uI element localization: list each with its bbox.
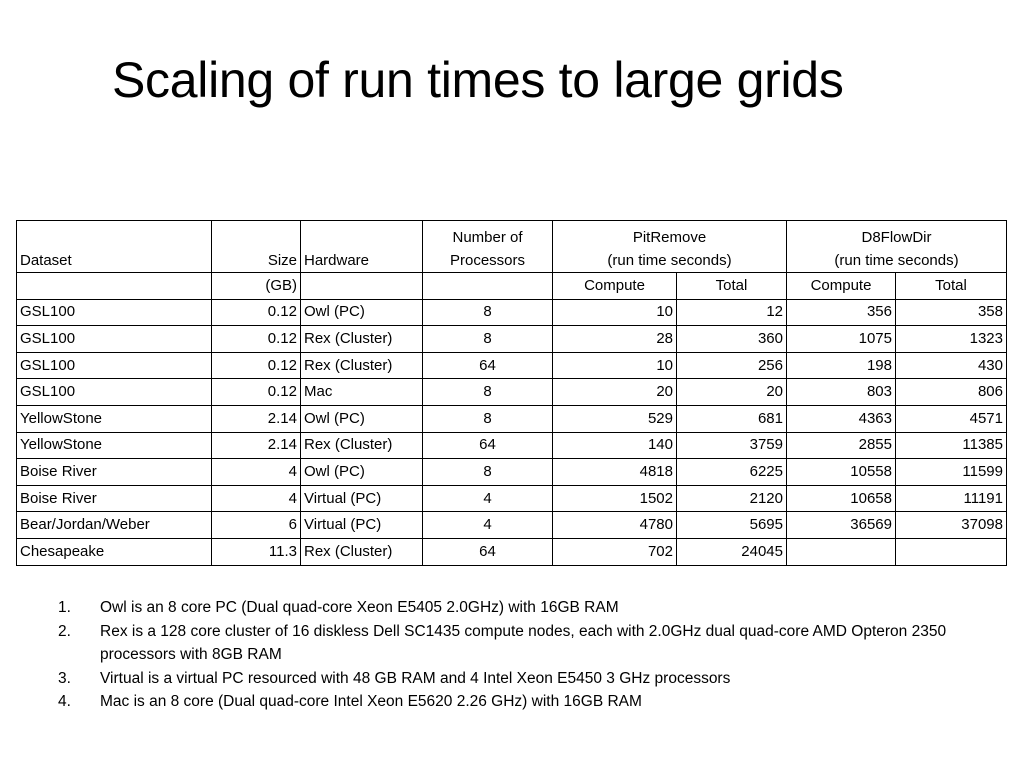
cell-d8flowdir-compute: 10558 (787, 459, 896, 486)
cell-dataset: GSL100 (17, 299, 212, 326)
cell-pitremove-total: 5695 (677, 512, 787, 539)
cell-d8flowdir-compute: 198 (787, 352, 896, 379)
cell-size: 0.12 (212, 379, 301, 406)
table-row (17, 405, 1007, 432)
cell-pitremove-compute: 20 (553, 379, 677, 406)
footnote-number: 2. (58, 622, 71, 640)
cell-d8flowdir-compute: 10658 (787, 485, 896, 512)
cell-pitremove-total: 2120 (677, 485, 787, 512)
table-row (17, 379, 1007, 406)
footnote-item (58, 690, 988, 714)
footnote-number: 1. (58, 599, 71, 616)
cell-d8flowdir-compute: 4363 (787, 405, 896, 432)
cell-dataset: YellowStone (17, 405, 212, 432)
cell-size: 0.12 (212, 352, 301, 379)
cell-size: 2.14 (212, 432, 301, 459)
cell-processors: 4 (423, 512, 553, 539)
cell-size: 2.14 (212, 405, 301, 432)
cell-dataset: YellowStone (17, 432, 212, 459)
cell-d8flowdir-total: 806 (896, 379, 1007, 406)
cell-pitremove-total: 3759 (677, 432, 787, 459)
cell-hardware: Owl (PC) (301, 299, 423, 326)
footnote-number: 3. (58, 669, 71, 687)
cell-d8flowdir-total: 430 (896, 352, 1007, 379)
header-pitremove (553, 221, 787, 273)
cell-d8flowdir-compute: 2855 (787, 432, 896, 459)
table-row (17, 352, 1007, 379)
cell-processors: 8 (423, 299, 553, 326)
footnote-text: Owl is an 8 core PC (Dual quad-core Xeon E5405 2.0GHz) with 16GB RAM (100, 599, 619, 616)
cell-processors: 64 (423, 432, 553, 459)
footnote-list (58, 596, 988, 714)
cell-dataset: Boise River (17, 459, 212, 486)
header-sub-empty-dataset (17, 273, 212, 300)
cell-dataset: Bear/Jordan/Weber (17, 512, 212, 539)
cell-pitremove-total: 6225 (677, 459, 787, 486)
cell-size: 4 (212, 459, 301, 486)
table-row (17, 432, 1007, 459)
header-row-sub (17, 273, 1007, 300)
cell-hardware: Rex (Cluster) (301, 326, 423, 353)
run-times-table (16, 220, 1007, 566)
cell-dataset: Boise River (17, 485, 212, 512)
cell-d8flowdir-total: 4571 (896, 405, 1007, 432)
cell-size: 11.3 (212, 538, 301, 565)
cell-processors: 64 (423, 538, 553, 565)
header-sub-empty-processors (423, 273, 553, 300)
cell-pitremove-total: 360 (677, 326, 787, 353)
cell-hardware: Owl (PC) (301, 405, 423, 432)
cell-hardware: Owl (PC) (301, 459, 423, 486)
footnote-item (58, 667, 988, 691)
header-d8flowdir-total: Total (896, 273, 1007, 300)
cell-size: 4 (212, 485, 301, 512)
cell-d8flowdir-compute (787, 538, 896, 565)
cell-pitremove-total: 256 (677, 352, 787, 379)
cell-pitremove-compute: 4780 (553, 512, 677, 539)
cell-d8flowdir-total: 11191 (896, 485, 1007, 512)
cell-d8flowdir-compute: 36569 (787, 512, 896, 539)
table-row (17, 485, 1007, 512)
cell-pitremove-compute: 1502 (553, 485, 677, 512)
cell-pitremove-total: 20 (677, 379, 787, 406)
cell-pitremove-compute: 28 (553, 326, 677, 353)
table-row (17, 326, 1007, 353)
footnote-text: Rex is a 128 core cluster of 16 diskless Dell SC1435 compute nodes, each with 2.0GHz dual quad-core AMD Opteron 2350 processors with 8GB RAM (100, 622, 947, 664)
footnote-item (58, 596, 988, 620)
header-processors (423, 221, 553, 273)
table-row (17, 538, 1007, 565)
cell-hardware: Virtual (PC) (301, 512, 423, 539)
cell-d8flowdir-total: 11599 (896, 459, 1007, 486)
footnote-number: 4. (58, 693, 71, 711)
cell-processors: 8 (423, 379, 553, 406)
cell-dataset: GSL100 (17, 352, 212, 379)
footnote-text: Mac is an 8 core (Dual quad-core Intel Xeon E5620 2.26 GHz) with 16GB RAM (100, 693, 642, 711)
header-d8flowdir-line2: (run time seconds) (834, 252, 959, 269)
cell-hardware: Rex (Cluster) (301, 538, 423, 565)
header-row-main (17, 221, 1007, 273)
cell-size: 0.12 (212, 299, 301, 326)
cell-pitremove-compute: 140 (553, 432, 677, 459)
cell-dataset: GSL100 (17, 379, 212, 406)
header-hardware: Hardware (301, 221, 423, 273)
cell-hardware: Rex (Cluster) (301, 352, 423, 379)
header-pitremove-compute: Compute (553, 273, 677, 300)
cell-d8flowdir-total: 37098 (896, 512, 1007, 539)
cell-hardware: Virtual (PC) (301, 485, 423, 512)
header-sub-empty-hardware (301, 273, 423, 300)
header-d8flowdir (787, 221, 1007, 273)
cell-d8flowdir-total (896, 538, 1007, 565)
cell-d8flowdir-compute: 356 (787, 299, 896, 326)
cell-pitremove-compute: 10 (553, 299, 677, 326)
cell-pitremove-total: 24045 (677, 538, 787, 565)
cell-pitremove-total: 681 (677, 405, 787, 432)
cell-d8flowdir-compute: 1075 (787, 326, 896, 353)
header-size: Size (212, 221, 301, 273)
cell-processors: 64 (423, 352, 553, 379)
cell-dataset: GSL100 (17, 326, 212, 353)
cell-processors: 8 (423, 459, 553, 486)
cell-d8flowdir-total: 1323 (896, 326, 1007, 353)
slide-title: Scaling of run times to large grids (112, 52, 844, 108)
table-row (17, 512, 1007, 539)
header-dataset: Dataset (17, 221, 212, 273)
cell-pitremove-compute: 702 (553, 538, 677, 565)
table-body (17, 221, 1007, 566)
cell-dataset: Chesapeake (17, 538, 212, 565)
cell-d8flowdir-total: 358 (896, 299, 1007, 326)
cell-d8flowdir-total: 11385 (896, 432, 1007, 459)
cell-size: 0.12 (212, 326, 301, 353)
header-pitremove-line2: (run time seconds) (607, 252, 732, 269)
cell-hardware: Rex (Cluster) (301, 432, 423, 459)
table-row (17, 459, 1007, 486)
footnote-text: Virtual is a virtual PC resourced with 48 GB RAM and 4 Intel Xeon E5450 3 GHz processors (100, 669, 731, 687)
header-d8flowdir-compute: Compute (787, 273, 896, 300)
cell-pitremove-compute: 4818 (553, 459, 677, 486)
cell-pitremove-compute: 10 (553, 352, 677, 379)
table-row (17, 299, 1007, 326)
cell-processors: 4 (423, 485, 553, 512)
cell-processors: 8 (423, 326, 553, 353)
cell-size: 6 (212, 512, 301, 539)
header-pitremove-total: Total (677, 273, 787, 300)
cell-pitremove-compute: 529 (553, 405, 677, 432)
header-d8flowdir-line1: D8FlowDir (861, 229, 932, 246)
cell-processors: 8 (423, 405, 553, 432)
header-processors-line2: Processors (449, 252, 526, 269)
footnote-item (58, 620, 988, 667)
cell-hardware: Mac (301, 379, 423, 406)
header-processors-line1: Number of (452, 229, 523, 246)
cell-d8flowdir-compute: 803 (787, 379, 896, 406)
header-size-unit: (GB) (212, 273, 301, 300)
header-pitremove-line1: PitRemove (632, 229, 707, 246)
cell-pitremove-total: 12 (677, 299, 787, 326)
